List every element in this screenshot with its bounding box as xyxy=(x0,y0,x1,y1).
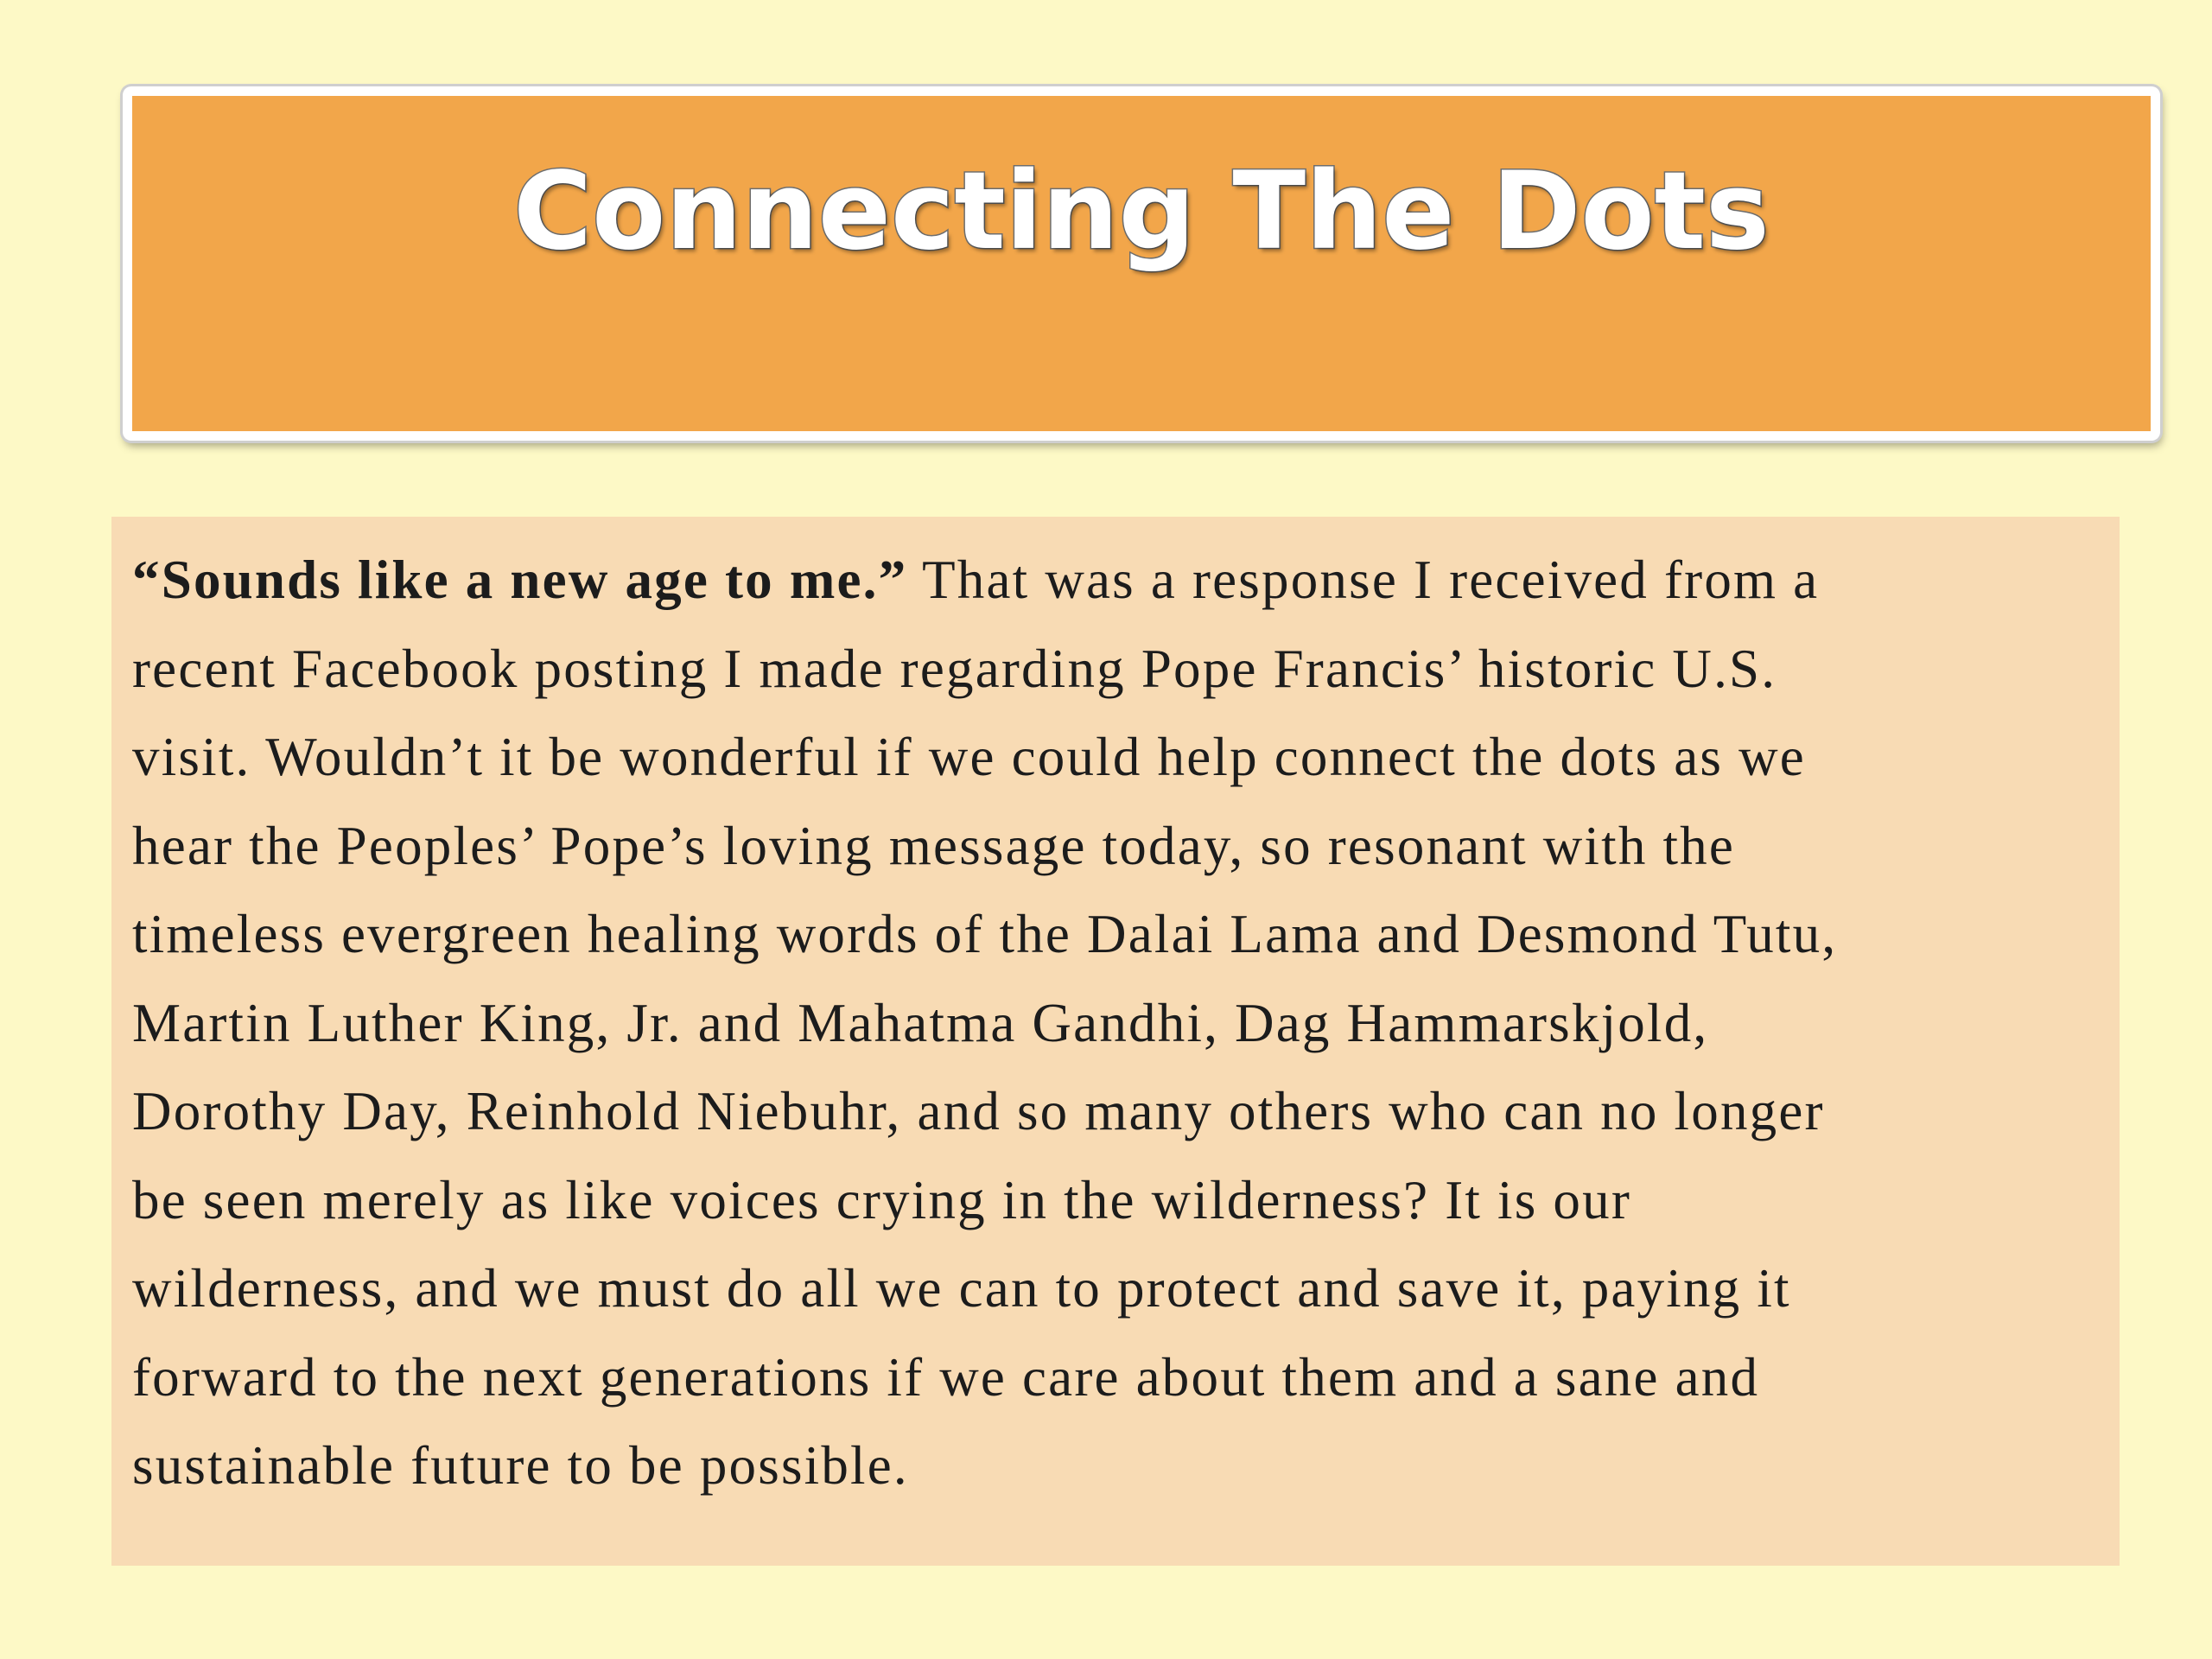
body-line-6: Martin Luther King, Jr. and Mahatma Gandhi, Dag Hammarskjold, xyxy=(132,992,1709,1053)
body-line-1 xyxy=(132,536,2120,625)
body-line-3: visit. Wouldn’t it be wonderful if we could help connect the dots as we xyxy=(132,727,1806,787)
body-line-11: sustainable future to be possible. xyxy=(132,1435,909,1496)
body-line-9: wilderness, and we must do all we can to protect and save it, paying it xyxy=(132,1258,1791,1319)
title-banner xyxy=(123,86,2160,441)
body-line-1-rest: That was a response I received from a xyxy=(907,550,1820,610)
body-line-10: forward to the next generations if we care about them and a sane and xyxy=(132,1346,1760,1408)
body-line-7: Dorothy Day, Reinhold Niebuhr, and so many others who can no longer xyxy=(132,1081,1825,1141)
body-line-4: hear the Peoples’ Pope’s loving message today, so resonant with the xyxy=(132,815,1736,876)
body-text-box xyxy=(111,517,2120,1566)
body-line-2: recent Facebook posting I made regarding Pope Francis’ historic U.S. xyxy=(132,638,1777,699)
slide-title: Connecting The Dots xyxy=(513,149,1770,274)
body-paragraph xyxy=(132,536,2120,1510)
body-line-8: be seen merely as like voices crying in the wilderness? It is our xyxy=(132,1169,1632,1230)
body-line-5: timeless evergreen healing words of the Dalai Lama and Desmond Tutu, xyxy=(132,904,1838,964)
lead-quote: “Sounds like a new age to me.” xyxy=(132,550,908,610)
